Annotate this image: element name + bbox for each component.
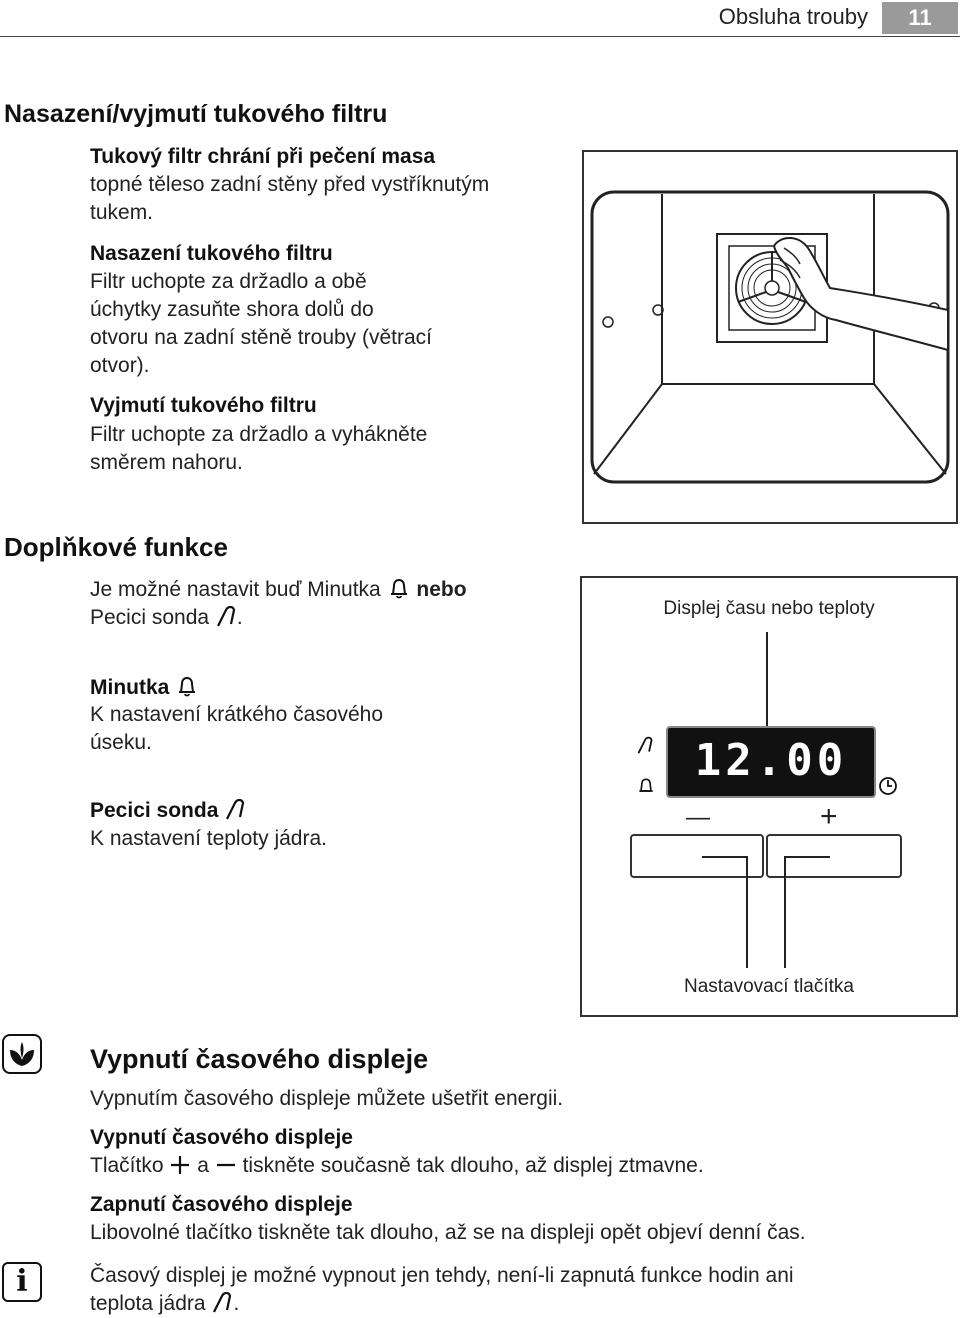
fat-filter-intro-heading: Tukový filtr chrání při pečení masa [90, 145, 436, 168]
display-off-text-c: tiskněte současně tak dlouho, až displej ztmavne. [242, 1154, 704, 1177]
plus-pointer-vertical [784, 856, 786, 968]
header-title: Obsluha trouby [718, 4, 868, 29]
display-on-heading: Zapnutí časového displeje [90, 1193, 353, 1216]
minutka-line-1: K nastavení krátkého časového [90, 703, 384, 726]
bell-icon [636, 776, 656, 796]
sonda-heading [90, 797, 246, 823]
minutka-heading [90, 674, 199, 700]
display-off-intro: Vypnutím časového displeje můžete ušetřit energii. [90, 1087, 564, 1110]
time-display [666, 726, 876, 798]
display-off-text [90, 1152, 704, 1180]
display-value: 12.00 [694, 735, 848, 786]
intro-text: Je možné nastavit buď Minutka [90, 578, 381, 601]
display-label: Displej času nebo teploty [663, 598, 875, 619]
plus-icon [169, 1154, 191, 1176]
minus-pointer-vertical [746, 856, 748, 968]
intro-nebo: nebo [416, 578, 467, 601]
section-title-fat-filter: Nasazení/vyjmutí tukového filtru [4, 100, 388, 128]
note-line-2-end: . [233, 1292, 240, 1315]
meat-probe-icon [215, 604, 237, 628]
display-pointer-line [766, 632, 768, 728]
additional-functions-intro-line-2 [90, 604, 243, 632]
intro-text-2-end: . [236, 606, 243, 629]
buttons-label: Nastavovací tlačítka [683, 976, 855, 997]
remove-filter-line-1: Filtr uchopte za držadlo a vyhákněte [90, 423, 428, 446]
remove-filter-line-2: směrem nahoru. [90, 451, 243, 474]
info-icon: i [2, 1262, 42, 1302]
display-off-text-b: a [197, 1154, 209, 1177]
insert-filter-line-1: Filtr uchopte za držadlo a obě [90, 270, 367, 293]
minus-symbol: — [686, 804, 710, 831]
bell-icon [175, 674, 199, 698]
clock-icon [878, 776, 898, 796]
minutka-line-2: úseku. [90, 731, 152, 754]
remove-filter-heading: Vyjmutí tukového filtru [90, 394, 317, 417]
meat-probe-icon [211, 1290, 233, 1314]
sonda-title: Pecici sonda [90, 799, 219, 822]
fat-filter-intro-line-1: topné těleso zadní stěny před vystříknutým [90, 173, 490, 196]
note-line-1: Časový displej je možné vypnout jen tehdy, není-li zapnutá funkce hodin ani [90, 1264, 794, 1287]
section-title-additional-functions: Doplňkové funkce [4, 532, 228, 562]
fat-filter-intro-line-2: tukem. [90, 201, 154, 224]
eco-icon [2, 1034, 42, 1074]
display-off-text-a: Tlačítko [90, 1154, 164, 1177]
minutka-title: Minutka [90, 676, 170, 699]
note-line-2-text: teplota jádra [90, 1292, 206, 1315]
minus-pointer-horizontal [702, 856, 748, 858]
insert-filter-line-2: úchytky zasuňte shora dolů do [90, 298, 374, 321]
plus-pointer-horizontal [784, 856, 830, 858]
header-divider [0, 36, 960, 37]
bell-icon [387, 576, 411, 600]
minus-icon [215, 1154, 237, 1176]
plus-symbol: + [820, 800, 838, 833]
meat-probe-icon [224, 797, 246, 821]
page-number: 11 [882, 2, 958, 34]
insert-filter-line-3: otvoru na zadní stěně trouby (větrací [90, 326, 433, 349]
insert-filter-line-4: otvor). [90, 354, 150, 377]
display-off-heading: Vypnutí časového displeje [90, 1126, 353, 1149]
control-panel-illustration [580, 576, 958, 1017]
oven-filter-illustration [582, 150, 958, 524]
insert-filter-heading: Nasazení tukového filtru [90, 242, 333, 265]
section-title-display-off: Vypnutí časového displeje [90, 1044, 429, 1074]
sonda-text: K nastavení teploty jádra. [90, 827, 327, 850]
note-line-2 [90, 1290, 239, 1318]
display-on-text: Libovolné tlačítko tiskněte tak dlouho, až se na displeji opět objeví denní čas. [90, 1221, 806, 1244]
meat-probe-icon [636, 734, 654, 756]
additional-functions-intro-line-1 [90, 576, 467, 604]
intro-text-2: Pecici sonda [90, 606, 210, 629]
